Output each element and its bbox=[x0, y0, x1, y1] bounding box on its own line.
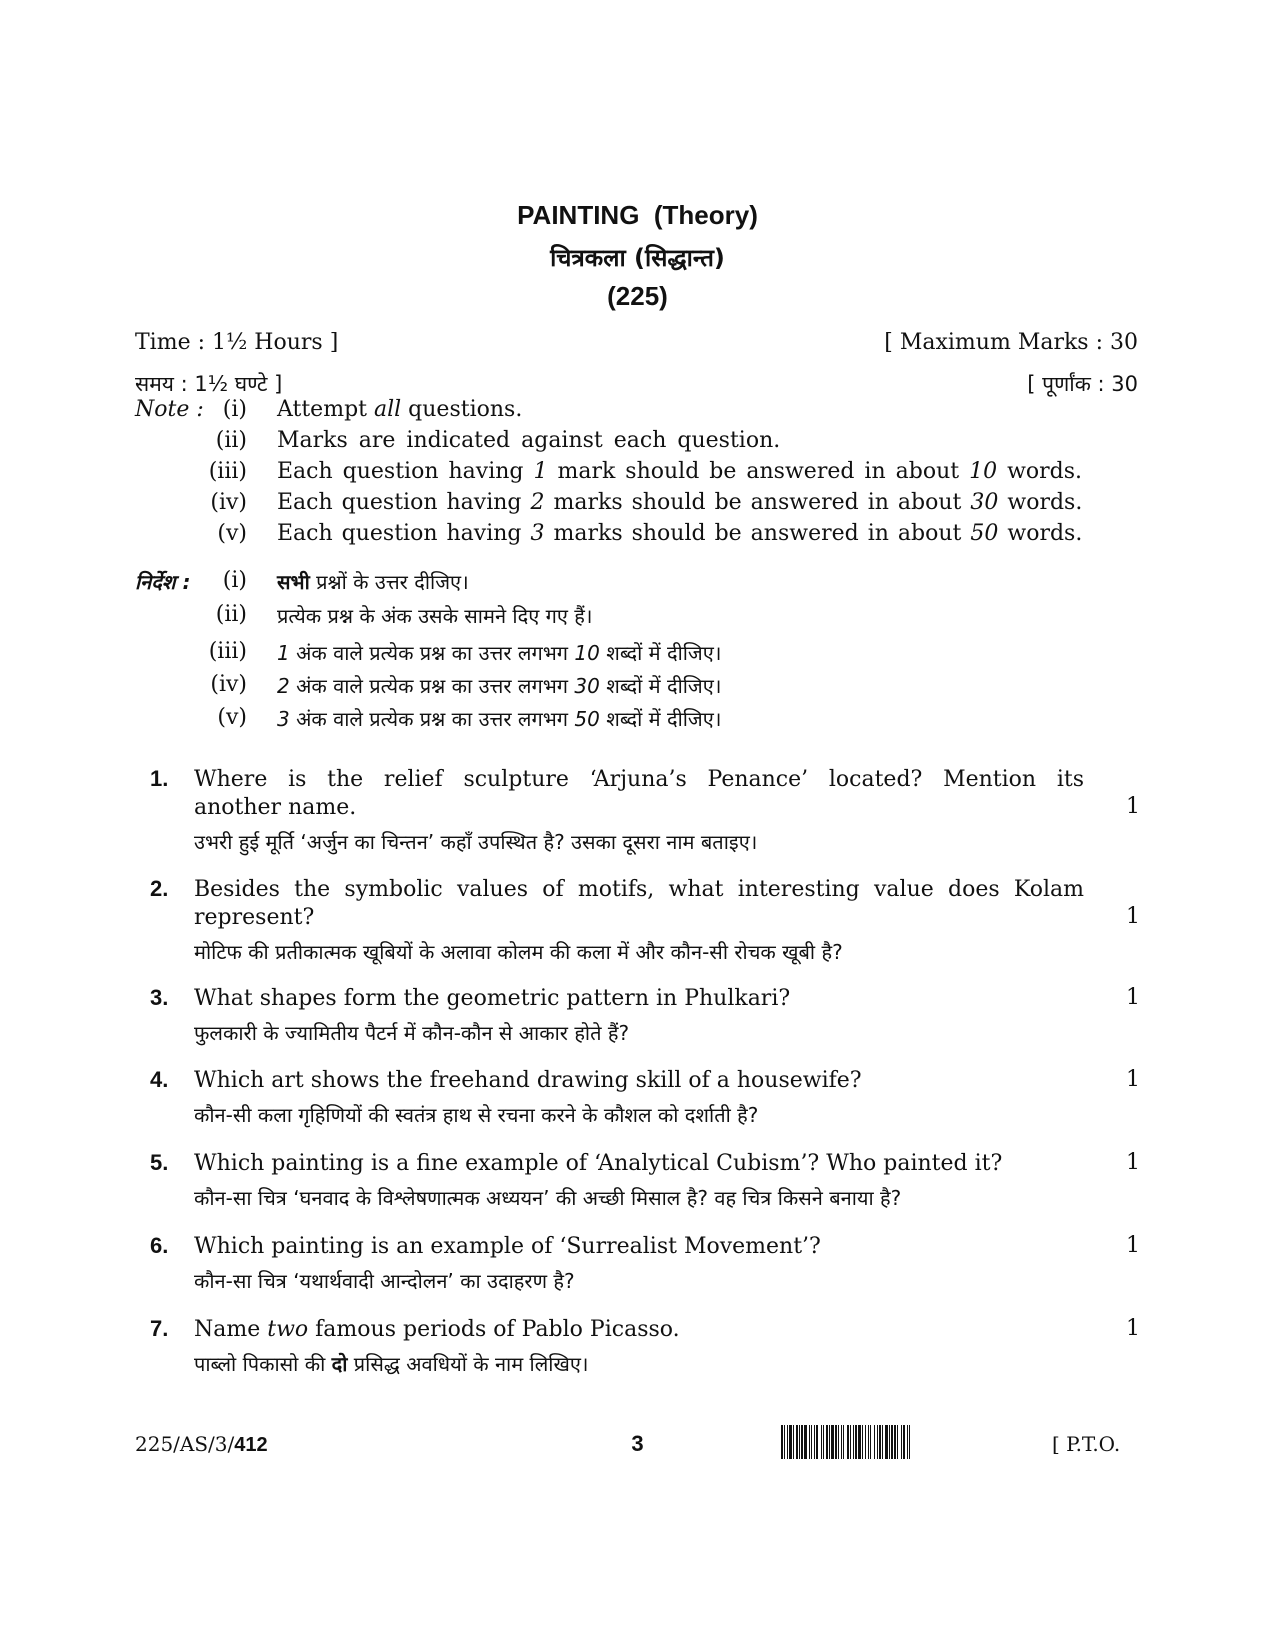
question-marks: 1 bbox=[1126, 1316, 1140, 1341]
note-num: (v) bbox=[217, 705, 247, 730]
barcode bbox=[781, 1425, 1039, 1459]
question-number: 7. bbox=[150, 1316, 169, 1341]
question-number: 2. bbox=[150, 876, 169, 901]
max-marks-en: [ Maximum Marks : 30 bbox=[884, 330, 1138, 355]
note-text: प्रत्येक प्रश्न के अंक उसके सामने दिए गए हैं। bbox=[277, 604, 593, 628]
note-num: (i) bbox=[222, 568, 247, 593]
paper-title-sub: (Theory) bbox=[653, 200, 758, 230]
question-number: 1. bbox=[150, 766, 169, 791]
time-en: Time : 1½ Hours ] bbox=[135, 330, 339, 355]
question-text-en: Name two famous periods of Pablo Picasso. bbox=[194, 1317, 680, 1342]
note-num: (ii) bbox=[215, 602, 247, 627]
paper-title-hindi: चित्रकला (सिद्धान्त) bbox=[550, 244, 725, 272]
question-text-en: What shapes form the geometric pattern in Phulkari? bbox=[194, 986, 791, 1011]
page-number: 3 bbox=[631, 1431, 644, 1456]
question-marks: 1 bbox=[1126, 794, 1140, 819]
note-num: (iii) bbox=[208, 639, 247, 664]
question-text-hi: उभरी हुई मूर्ति ‘अर्जुन का चिन्तन’ कहाँ उपस्थित है? उसका दूसरा नाम बताइए। bbox=[194, 830, 758, 854]
question-text-hi: मोटिफ की प्रतीकात्मक खूबियों के अलावा कोलम की कला में और कौन-सी रोचक खूबी है? bbox=[194, 940, 843, 964]
note-text: 2 अंक वाले प्रत्येक प्रश्न का उत्तर लगभग 30 शब्दों में दीजिए। bbox=[277, 674, 722, 698]
note-text: 3 अंक वाले प्रत्येक प्रश्न का उत्तर लगभग 50 शब्दों में दीजिए। bbox=[277, 707, 722, 731]
max-marks-hi: [ पूर्णांक : 30 bbox=[1027, 372, 1138, 396]
note-text: Attempt all questions. bbox=[277, 397, 523, 422]
question-text-en: Which painting is an example of ‘Surrealist Movement’? bbox=[194, 1234, 821, 1259]
question-number: 3. bbox=[150, 985, 169, 1010]
question-marks: 1 bbox=[1126, 1150, 1140, 1175]
note-text: Marks are indicated against each question. bbox=[277, 428, 781, 453]
note-num: (v) bbox=[217, 521, 247, 546]
note-num: (iii) bbox=[208, 459, 247, 484]
question-number: 5. bbox=[150, 1150, 169, 1175]
subject-code: (225) bbox=[607, 281, 668, 311]
note-text: Each question having 3 marks should be answered in about 50 words. bbox=[277, 521, 1083, 546]
note-num: (ii) bbox=[215, 428, 247, 453]
question-marks: 1 bbox=[1126, 904, 1140, 929]
time-hi: समय : 1½ घण्टे ] bbox=[135, 372, 283, 396]
question-marks: 1 bbox=[1126, 1067, 1140, 1092]
nirdesh-label: निर्देश : bbox=[135, 570, 191, 594]
note-text: Each question having 1 mark should be answered in about 10 words. bbox=[277, 459, 1083, 484]
question-number: 6. bbox=[150, 1233, 169, 1258]
note-label: Note : bbox=[135, 397, 204, 422]
question-text-hi: कौन-सा चित्र ‘घनवाद के विश्लेषणात्मक अध्ययन’ की अच्छी मिसाल है? वह चित्र किसने बनाया है? bbox=[194, 1186, 902, 1210]
note-text: सभी प्रश्नों के उत्तर दीजिए। bbox=[277, 570, 469, 594]
question-text-en: Besides the symbolic values of motifs, what interesting value does Kolam represent? bbox=[194, 877, 1084, 930]
question-marks: 1 bbox=[1126, 985, 1140, 1010]
note-num: (iv) bbox=[210, 490, 247, 515]
question-text-hi: कौन-सा चित्र ‘यथार्थवादी आन्दोलन’ का उदाहरण है? bbox=[194, 1269, 575, 1293]
question-text-hi: पाब्लो पिकासो की दो प्रसिद्ध अवधियों के नाम लिखिए। bbox=[194, 1352, 589, 1376]
question-text-en: Where is the relief sculpture ‘Arjuna’s Penance’ located? Mention its another name. bbox=[194, 767, 1084, 820]
note-num: (iv) bbox=[210, 672, 247, 697]
paper-title-main: PAINTING bbox=[517, 200, 640, 230]
question-marks: 1 bbox=[1126, 1233, 1140, 1258]
question-number: 4. bbox=[150, 1067, 169, 1092]
question-text-hi: फुलकारी के ज्यामितीय पैटर्न में कौन-कौन से आकार होते हैं? bbox=[194, 1021, 630, 1045]
question-text-hi: कौन-सी कला गृहिणियों की स्वतंत्र हाथ से रचना करने के कौशल को दर्शाती है? bbox=[194, 1103, 759, 1127]
paper-code: 225/AS/3/412 bbox=[135, 1432, 268, 1456]
pto-label: [ P.T.O. bbox=[1052, 1432, 1121, 1456]
paper-title bbox=[0, 200, 1275, 231]
time-marks-row-hindi bbox=[135, 370, 1138, 398]
question-text-en: Which art shows the freehand drawing skill of a housewife? bbox=[194, 1068, 862, 1093]
note-text: 1 अंक वाले प्रत्येक प्रश्न का उत्तर लगभग 10 शब्दों में दीजिए। bbox=[277, 641, 722, 665]
note-num: (i) bbox=[222, 397, 247, 422]
note-text: Each question having 2 marks should be answered in about 30 words. bbox=[277, 490, 1083, 515]
time-marks-row bbox=[135, 330, 1138, 355]
question-text-en: Which painting is a fine example of ‘Analytical Cubism’? Who painted it? bbox=[194, 1151, 1003, 1176]
